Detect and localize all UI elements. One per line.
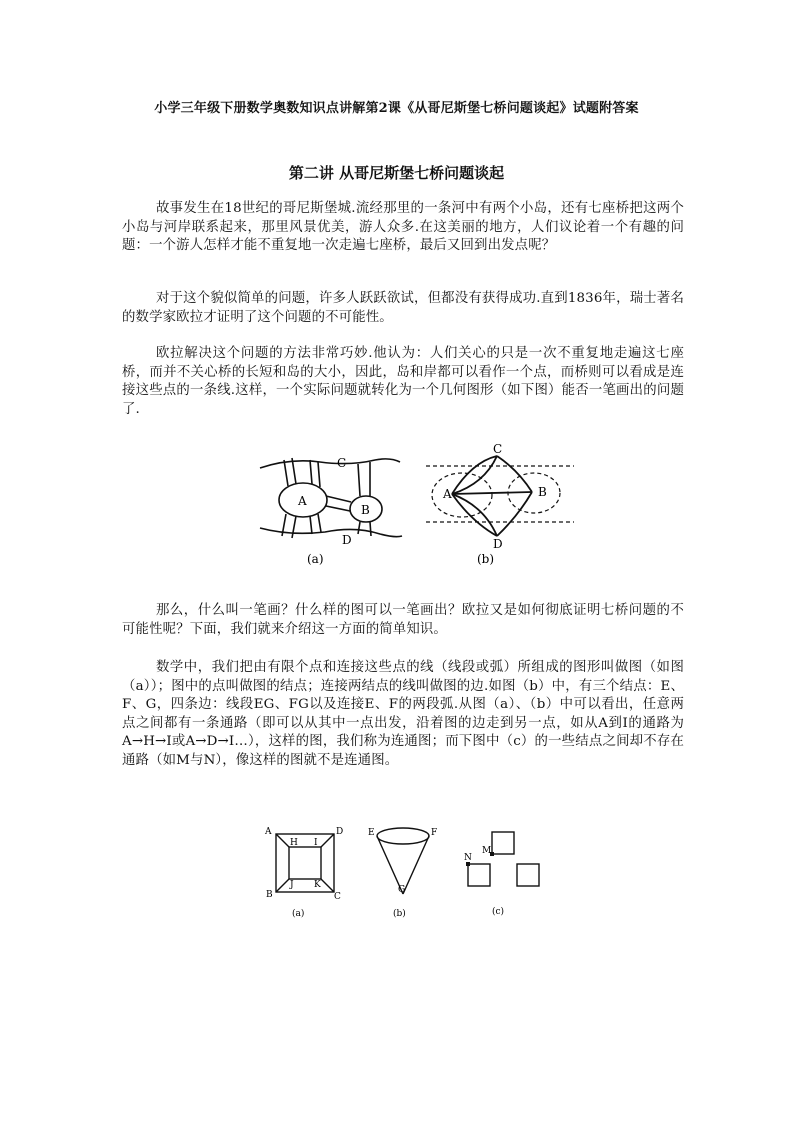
label-c: C <box>337 456 347 470</box>
label-e: E <box>368 828 375 838</box>
label-h: H <box>290 838 298 848</box>
paragraph-one-stroke: 那么，什么叫一笔画？什么样的图可以一笔画出？欧拉又是如何彻底证明七桥问题的不可能性呢？下面，我们就来介绍这一方面的简单知识。 <box>122 603 684 637</box>
label-d: D <box>336 827 344 837</box>
label-g: G <box>398 885 406 895</box>
label-i: I <box>314 838 318 848</box>
label-a: A <box>298 494 307 508</box>
caption-a: (a) <box>292 909 305 919</box>
document-title: 小学三年级下册数学奥数知识点讲解第2课《从哥尼斯堡七桥问题谈起》试题附答案 <box>154 101 639 116</box>
label-a: A <box>443 487 452 501</box>
figure-connected-cone <box>366 822 442 922</box>
figure-bridges-graph <box>422 440 582 575</box>
label-b: B <box>266 890 273 900</box>
label-b: B <box>361 503 370 517</box>
label-a: A <box>265 827 272 837</box>
label-j: J <box>290 880 294 890</box>
caption-a: (a) <box>307 552 324 566</box>
lesson-title: 第二讲 从哥尼斯堡七桥问题谈起 <box>288 164 505 182</box>
paragraph-graph-definition: 数学中，我们把由有限个点和连接这些点的线（线段或弧）所组成的图形叫做图（如图（a））；图中的点叫做图的结点；连接两结点的线叫做图的边.如图（b）中，有三个结点：E、F、G，四条边：线段EG、FG以及连接E、F的两段弧.从图（a）、（b）中可以看出，任意两点之间都有一条通路（即可以从其中一点出发，沿着图的边走到另一点，如从A到I的通路为A→H→I或A→D→I…），这样的图，我们称为连通图；而下图中（c）的一些结点之间却不存在通路（如M与N），像这样的图就不是连通图。 <box>122 660 684 768</box>
label-d: D <box>342 533 352 547</box>
label-c: C <box>493 442 503 456</box>
label-n: N <box>464 853 472 863</box>
caption-b: (b) <box>477 552 495 566</box>
caption-b: (b) <box>393 909 406 919</box>
paragraph-euler-method: 欧拉解决这个问题的方法非常巧妙.他认为：人们关心的只是一次不重复地走遍这七座桥，而并不关心桥的长短和岛的大小，因此，岛和岸都可以看作一个点，而桥则可以看成是连接这些点的一条线.这样，一个实际问题就转化为一个几何图形（如下图）能否一笔画出的问题了. <box>122 346 684 417</box>
label-b: B <box>538 485 547 499</box>
label-k: K <box>314 880 321 890</box>
figure-connected-square <box>262 822 352 922</box>
label-c: C <box>334 892 341 902</box>
caption-c: (c) <box>492 907 505 917</box>
label-m: M <box>482 846 492 856</box>
paragraph-story: 故事发生在18世纪的哥尼斯堡城.流经那里的一条河中有两个小岛，还有七座桥把这两个小岛与河岸联系起来，那里风景优美，游人众多.在这美丽的地方，人们议论着一个有趣的问题：一个游人怎样才能不重复地一次走遍七座桥，最后又回到出发点呢？ <box>122 201 684 254</box>
figure-bridges-map <box>250 440 410 575</box>
label-f: F <box>431 828 438 838</box>
paragraph-euler-proof: 对于这个貌似简单的问题，许多人跃跃欲试，但都没有获得成功.直到1836年，瑞士著名的数学家欧拉才证明了这个问题的不可能性。 <box>122 291 684 325</box>
label-d: D <box>493 537 503 551</box>
figure-disconnected-squares <box>458 822 548 922</box>
